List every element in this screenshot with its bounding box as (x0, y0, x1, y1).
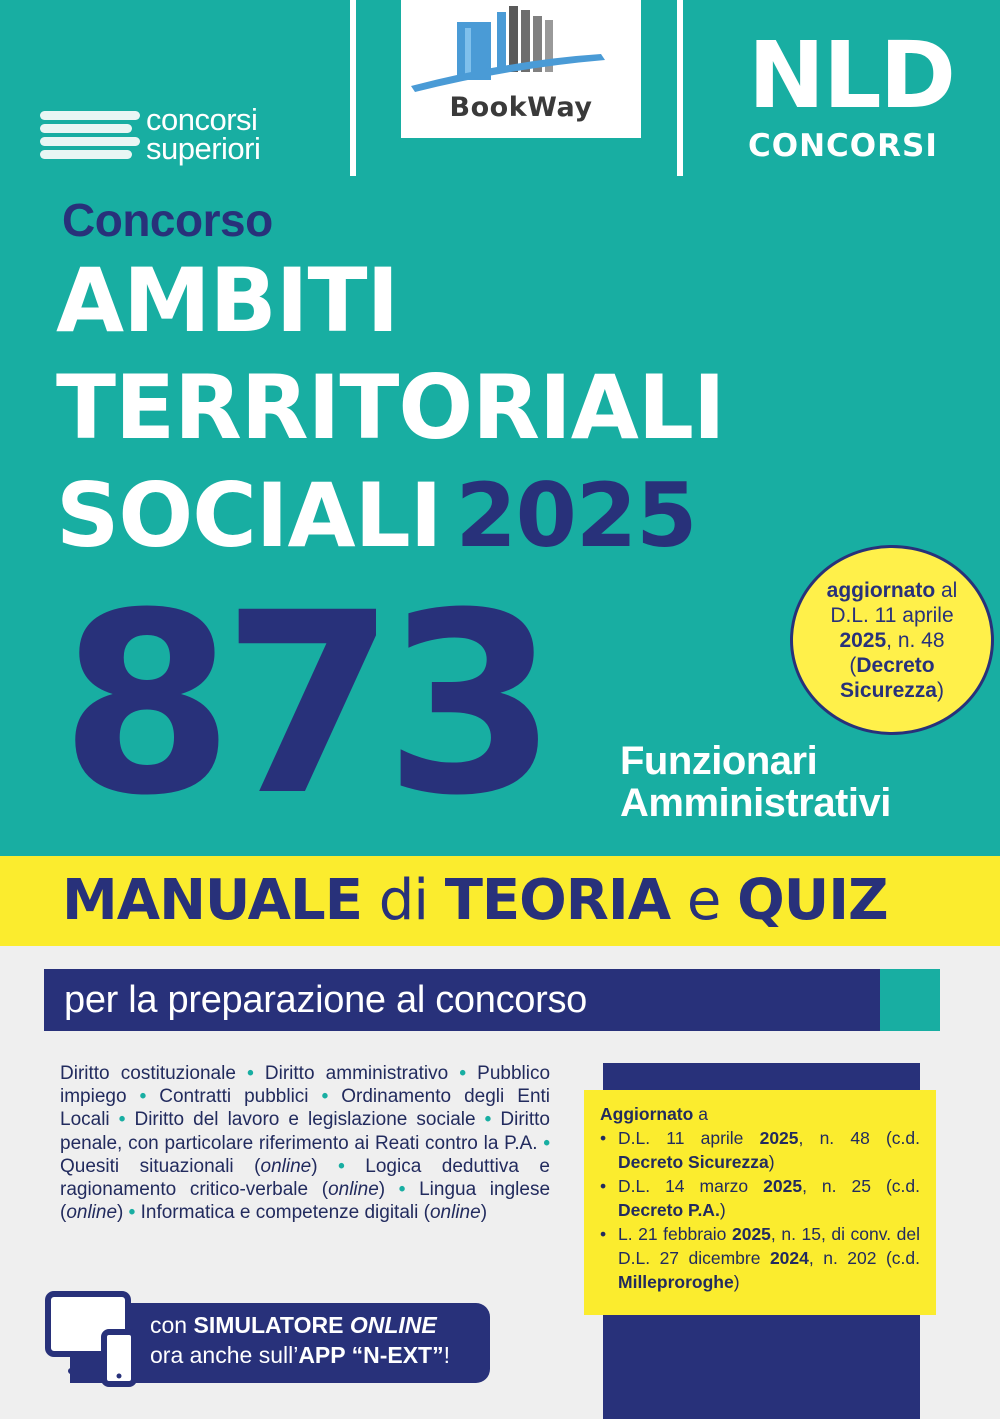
bookway-books-icon (401, 0, 641, 100)
nld-concorsi-logo (748, 22, 958, 164)
positions-number: 873 (60, 559, 546, 850)
superiori-label: superiori (146, 131, 261, 166)
updates-panel (584, 1090, 936, 1315)
books-stack-icon (40, 111, 140, 163)
strip-accent (880, 969, 940, 1031)
badge-line: Sicurezza) (840, 679, 944, 702)
update-item: • D.L. 14 marzo 2025, n. 25 (c.d. Decreto P.A.) (600, 1174, 920, 1222)
sociali-word: SOCIALI (56, 464, 442, 567)
bookway-text: BookWay (449, 92, 593, 123)
title-year: 2025 (455, 464, 697, 567)
update-badge (790, 545, 994, 735)
role-line-funzionari: Funzionari (620, 739, 818, 783)
simulator-line-1: con SIMULATORE ONLINE (150, 1312, 437, 1338)
concorsi-superiori-text (146, 102, 261, 166)
manual-banner-text: MANUALE di TEORIA e QUIZ (62, 868, 888, 933)
role-line-amministrativi: Amministrativi (620, 781, 891, 825)
subtitle-text: per la preparazione al concorso (64, 979, 588, 1021)
nld-label: NLD (748, 22, 954, 129)
concorsi-superiori-logo (40, 102, 330, 166)
title-line-territoriali: TERRITORIALI (56, 356, 725, 459)
concorso-label: Concorso (62, 194, 273, 246)
nld-concorsi-label: CONCORSI (748, 128, 938, 164)
badge-line: 2025, n. 48 (839, 629, 945, 652)
subjects-list: Diritto costituzionale • Diritto amministrativo • Pubblico impiego • Contratti pubblici • Ordinamento degli Enti Locali • Diritto del lavoro e legislazione sociale • Diritto penale, con particolare riferimento ai Reati contro la P.A. • Quesiti situazionali (online) • Logica deduttiva e ragionamento critico-verbale (online) • Lingua inglese (online) • Informatica e competenze digitali (online) (60, 1063, 551, 1224)
logo-divider (677, 0, 683, 176)
badge-line: aggiornato al (826, 579, 958, 602)
concorsi-label: concorsi (146, 102, 258, 137)
manual-banner (0, 856, 1000, 946)
update-item: • D.L. 11 aprile 2025, n. 48 (c.d. Decreto Sicurezza) (600, 1126, 920, 1174)
subtitle-strip (44, 969, 880, 1031)
role-title (620, 740, 891, 824)
simulator-text (150, 1310, 450, 1370)
updates-title: Aggiornato a (600, 1104, 708, 1124)
badge-line: (Decreto (849, 654, 935, 677)
update-item: • L. 21 febbraio 2025, n. 15, di conv. del D.L. 27 dicembre 2024, n. 202 (c.d. Milleproroghe) (600, 1222, 920, 1294)
title-line-ambiti: AMBITI (56, 249, 399, 352)
bookway-logo (401, 0, 641, 138)
simulator-line-2: ora anche sull’APP “N-EXT”! (150, 1342, 450, 1368)
computer-phone-icon (44, 1290, 156, 1392)
logo-divider (350, 0, 356, 176)
badge-line: D.L. 11 aprile (830, 604, 954, 627)
title-line-sociali (56, 464, 697, 567)
